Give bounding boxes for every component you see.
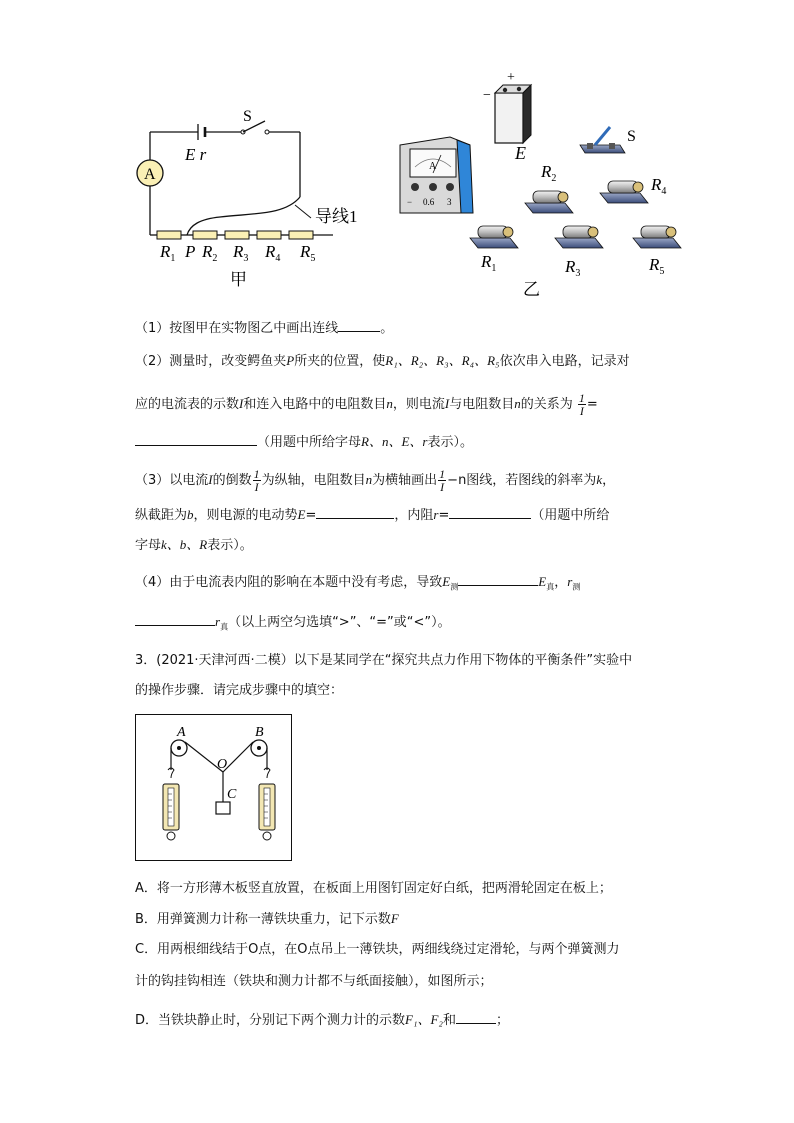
resistor-unit-r2 xyxy=(525,191,573,213)
switch-label-yi: S xyxy=(627,128,636,145)
switch-label: S xyxy=(243,108,252,125)
problem3-line-2: 的操作步骤．请完成步骤中的填空： xyxy=(135,683,344,698)
q4-blank-r[interactable] xyxy=(135,612,215,626)
fraction-1-over-i: $\frac{1}{I}$ xyxy=(578,391,585,418)
resistor-unit-r5 xyxy=(633,226,681,248)
label-c: C xyxy=(227,787,237,802)
knife-switch xyxy=(580,127,625,153)
label-o: O xyxy=(217,757,228,772)
q2-line-3: （用题中所给字母R、n、E、r表示）。 xyxy=(135,432,473,452)
label-a: A xyxy=(177,725,186,740)
resistor-unit-r4 xyxy=(600,181,648,203)
step-b: B．用弹簧测力计称一薄铁块重力，记下示数F xyxy=(135,911,399,927)
q3-line-3: 字母k、b、R表示）。 xyxy=(135,537,253,553)
q3-blank-r[interactable] xyxy=(449,505,531,519)
iron-block-c xyxy=(216,802,230,814)
r2-label: $R_2$ xyxy=(202,242,218,264)
step-c-2: 计的钩挂钩相连（铁块和测力计都不与纸面接触），如图所示； xyxy=(135,974,493,989)
figure-jia-caption: 甲 xyxy=(230,270,247,289)
q2-line-1: （2）测量时，改变鳄鱼夹P所夹的位置，使R₁、R₂、R₃、R₄、R₅依次串入电路，记录对 xyxy=(135,353,630,369)
battery-e xyxy=(495,85,531,143)
yi-r5-label: $R_5$ xyxy=(649,255,665,277)
q1-blank[interactable] xyxy=(338,318,380,332)
meter-letter: A xyxy=(429,161,437,172)
step-a: A．将一方形薄木板竖直放置，在板面上用图钉固定好白纸，把两滑轮固定在板上； xyxy=(135,881,612,896)
resistor-labels xyxy=(159,242,315,264)
q3-line-1: （3）以电流I的倒数 $\frac{1}{I}$ 为纵轴，电阻数目n为横轴画出 $\frac{1}{I}$ −n图线，若图线的斜率为k， xyxy=(135,467,616,494)
battery-label: E r xyxy=(185,145,207,164)
force-balance-diagram xyxy=(135,714,293,862)
figure-yi-caption: 乙 xyxy=(523,280,540,299)
yi-r1-label: $R_1$ xyxy=(481,252,497,274)
fraction-1-over-i-q3b: $\frac{1}{I}$ xyxy=(439,467,446,494)
resistor-r2 xyxy=(193,231,217,239)
q1-line: （1）按图甲在实物图乙中画出连线 。 xyxy=(135,318,393,338)
resistor-unit-r1 xyxy=(470,226,518,248)
resistor-r1 xyxy=(157,231,181,239)
q2-line-2: 应的电流表的示数I和连入电路中的电阻数目n，则电流I与电阻数目n的关系为 $\frac{1}{I}$ = xyxy=(135,391,598,418)
q3-line-2: 纵截距为b，则电源的电动势E= ，内阻r= （用题中所给 xyxy=(135,507,610,523)
yi-r3-label: $R_3$ xyxy=(565,257,581,279)
yi-r2-label: $R_2$ xyxy=(541,162,557,184)
q4-line-2: $r_真$（以上两空匀选填“>”、“=”或“<”）。 xyxy=(135,612,451,637)
circuit-diagram-jia xyxy=(135,105,385,295)
r5-label: $R_5$ xyxy=(300,242,316,264)
step-d: D．当铁块静止时，分别记下两个测力计的示数F₁、F₂和 ； xyxy=(135,1012,509,1028)
yi-r4-label: $R_4$ xyxy=(651,175,667,197)
meter-scale-neg: − xyxy=(407,197,413,207)
meter-scale-06: 0.6 xyxy=(423,197,435,207)
q2-blank[interactable] xyxy=(135,432,257,446)
ammeter-label: A xyxy=(144,166,156,183)
q3-blank-e[interactable] xyxy=(316,505,394,519)
wire-1-label: 导线1 xyxy=(315,207,358,226)
r3-label: $R_3$ xyxy=(233,242,249,264)
step-c-1: C．用两根细线结于O点，在O点吊上一薄铁块，两细线绕过定滑轮，与两个弹簧测力 xyxy=(135,942,620,957)
label-b: B xyxy=(255,725,264,740)
r1-label: $R_1$ xyxy=(160,242,176,264)
resistor-r4 xyxy=(257,231,281,239)
wire-1 xyxy=(187,197,300,235)
q4-blank-e[interactable] xyxy=(458,572,538,586)
clip-label: P xyxy=(185,242,196,261)
resistor-r5 xyxy=(289,231,313,239)
r4-label: $R_4$ xyxy=(265,242,281,264)
wire-label-pointer xyxy=(295,205,311,218)
q4-line-1: （4）由于电流表内阻的影响在本题中没有考虑，导致$E_测$ $E_真$，$r_测$ xyxy=(135,574,581,592)
plus-sign: + xyxy=(507,70,515,85)
source-label: E xyxy=(515,143,526,163)
resistor-unit-r3 xyxy=(555,226,603,248)
meter-scale-3: 3 xyxy=(447,197,452,207)
apparatus-diagram-yi xyxy=(395,65,685,305)
problem3-line-1: 3．(2021·天津河西·二模）以下是某同学在“探究共点力作用下物体的平衡条件”实验中 xyxy=(135,653,633,668)
step-d-blank[interactable] xyxy=(456,1010,496,1024)
minus-sign: − xyxy=(483,88,491,103)
resistor-r3 xyxy=(225,231,249,239)
fraction-1-over-i-q3a: $\frac{1}{I}$ xyxy=(253,467,260,494)
